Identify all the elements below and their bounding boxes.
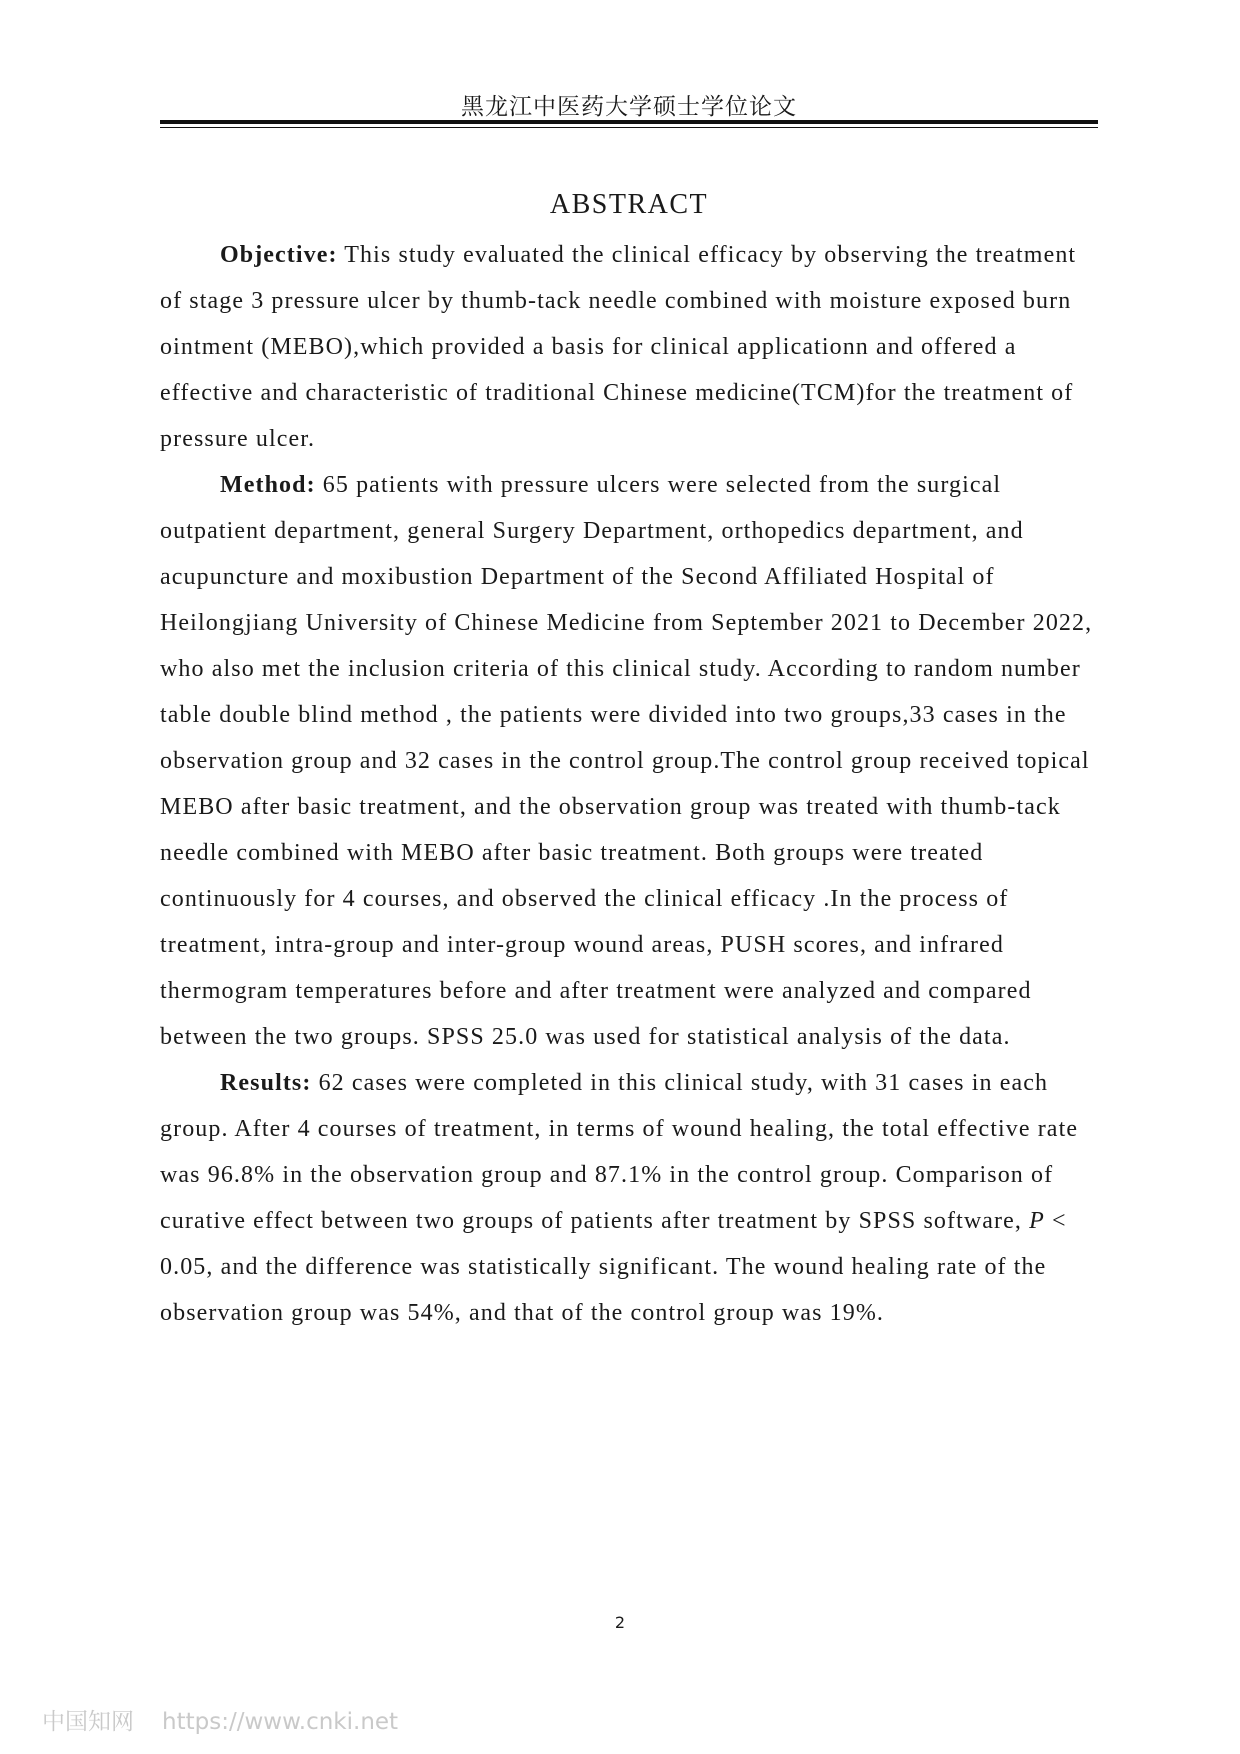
page-number: 2 xyxy=(614,1613,626,1632)
method-paragraph xyxy=(160,462,1098,1060)
objective-text: This study evaluated the clinical efficacy by observing the treatment of stage 3 pressure ulcer by thumb-tack needle combined with moisture exposed burn ointment (MEBO),which provided a basis for clinical applicationn and offered a effective and characteristic of traditional Chinese medicine(TCM)for the treatment of pressure ulcer. xyxy=(160,242,1077,452)
objective-label: Objective: xyxy=(220,242,338,268)
results-paragraph xyxy=(160,1060,1098,1336)
results-label: Results: xyxy=(220,1070,312,1096)
watermark-url: https://www.cnki.net xyxy=(162,1709,399,1735)
header-rule-thin xyxy=(160,127,1098,128)
watermark-brand: 中国知网 xyxy=(42,1709,134,1735)
results-text-before-p: 62 cases were completed in this clinical study, with 31 cases in each group. After 4 courses of treatment, in terms of wound healing, the total effective rate was 96.8% in the observation group and 87.1% in the control group. Comparison of curative effect between two groups of patients after treatment by SPSS software, xyxy=(160,1070,1079,1234)
p-value-symbol: P xyxy=(1029,1208,1045,1234)
results-text-after-p: < 0.05, and the difference was statistically significant. The wound healing rate of the observation group was 54%, and that of the control group was 19%. xyxy=(160,1208,1067,1326)
abstract-body xyxy=(160,232,1098,1336)
running-header-title: 黑龙江中医药大学硕士学位论文 xyxy=(461,94,797,120)
header-rule-thick xyxy=(160,120,1098,124)
cnki-watermark xyxy=(42,1703,398,1736)
method-label: Method: xyxy=(220,472,316,498)
method-text: 65 patients with pressure ulcers were selected from the surgical outpatient department, general Surgery Department, orthopedics department, and acupuncture and moxibustion Department of the Second Affiliated Hospital of Heilongjiang University of Chinese Medicine from September 2021 to December 2022, who also met the inclusion criteria of this clinical study. According to random number table double blind method , the patients were divided into two groups,33 cases in the observation group and 32 cases in the control group.The control group received topical MEBO after basic treatment, and the observation group was treated with thumb-tack needle combined with MEBO after basic treatment. Both groups were treated continuously for 4 courses, and observed the clinical efficacy .In the process of treatment, intra-group and inter-group wound areas, PUSH scores, and infrared thermogram temperatures before and after treatment were analyzed and compared between the two groups. SPSS 25.0 was used for statistical analysis of the data. xyxy=(160,472,1093,1050)
abstract-title: ABSTRACT xyxy=(549,189,709,220)
objective-paragraph xyxy=(160,232,1098,462)
